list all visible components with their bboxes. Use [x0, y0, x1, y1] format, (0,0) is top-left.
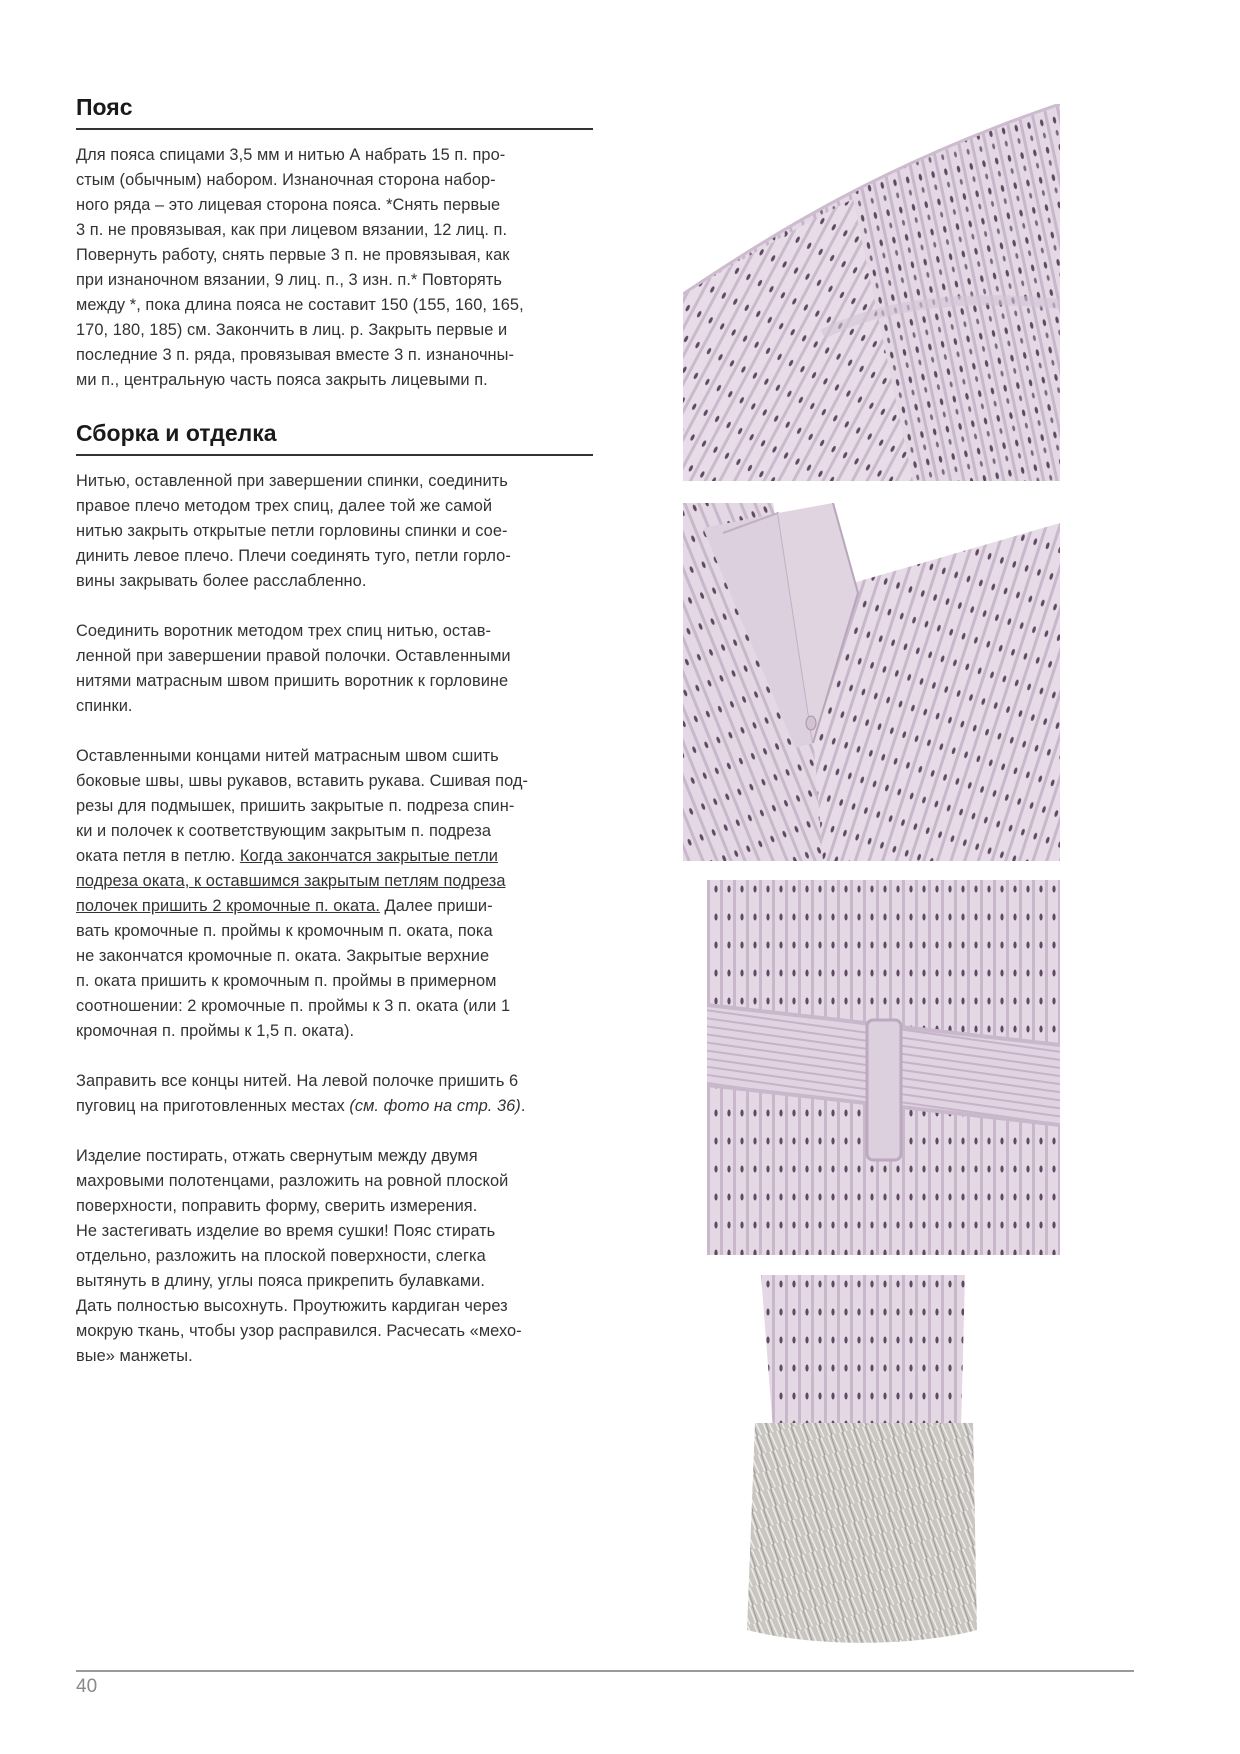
photo-reference: (см. фото на стр. 36)	[349, 1097, 521, 1115]
footer-rule	[76, 1670, 1134, 1672]
belt-heading: Пояс	[76, 92, 593, 130]
assembly-collar-paragraph: Соединить воротник методом трех спиц нитью, остав- ленной при завершении правой полочки. Оставленными нитями матрасным швом пришить воротник к горловине спинки.	[76, 622, 511, 715]
assembly-finishing-paragraph: Изделие постирать, отжать свернутым между двумя махровыми полотенцами, разложить на ровной плоской поверхности, поправить форму, сверить измерения. Не застегивать изделие во время сушки! Пояс стирать отдельно, разложить на плоской поверхности, слегка вытянуть в длину, углы пояса прикрепить булавками. Дать полностью высохнуть. Проутюжить кардиган через мокрую ткань, чтобы узор расправился. Расчесать «мехо- вые» манжеты.	[76, 1147, 522, 1365]
shoulder-raglan-photo	[683, 104, 1060, 481]
buttons-text: Заправить все концы нитей. На левой полочке пришить 6 пуговиц на приготовленных местах	[76, 1072, 519, 1115]
text-column	[76, 92, 593, 1369]
cuff-photo-svg	[733, 1275, 980, 1647]
belt-photo-svg	[707, 880, 1060, 1255]
shoulder-photo-svg	[683, 104, 1060, 481]
seams-text-end: Далее приши- вать кромочные п. проймы к кромочным п. оката, пока не закончатся кромочные п. оката. Закрытые верхние п. оката пришить к кромочным п. проймы в примерном соотношении: 2 кромочные п. проймы к 3 п. оката (или 1 кромочная п. проймы к 1,5 п. оката).	[76, 897, 511, 1040]
fur-cuff-photo	[733, 1275, 980, 1647]
belt-instructions: Для пояса спицами 3,5 мм и нитью А набрать 15 п. про- стым (обычным) набором. Изнаночная сторона набор- ного ряда – это лицевая сторона пояса. *Снять первые 3 п. не провязывая, как при лицевом вязании, 12 лиц. п. Повернуть работу, снять первые 3 п. не провязывая, как при изнаночном вязании, 9 лиц. п., 3 изн. п.* Повторять между *, пока длина пояса не составит 150 (155, 160, 165, 170, 180, 185) см. Закончить в лиц. р. Закрыть первые и последние 3 п. ряда, провязывая вместе 3 п. изнаночны- ми п., центральную часть пояса закрыть лицевыми п.	[76, 146, 524, 389]
seams-text-start: Оставленными концами нитей матрасным швом сшить боковые швы, швы рукавов, вставить рукава. Сшивая под- резы для подмышек, пришить закрытые п. подреза спин- ки и полочек к соответствующим закрытым п. подреза оката петля в петлю.	[76, 747, 529, 865]
page-number: 40	[76, 1676, 98, 1697]
assembly-buttons-paragraph	[76, 1069, 593, 1119]
belt-loop-photo	[707, 880, 1060, 1255]
assembly-seams-paragraph	[76, 744, 593, 1044]
seams-underlined-note: Когда закончатся закрытые петли подреза оката, к оставшимся закрытым петлям подреза полочек пришить 2 кромочные п. оката.	[76, 847, 506, 915]
neckline-photo-svg	[683, 503, 1060, 861]
buttons-text-end: .	[520, 1097, 526, 1115]
neckline-collar-photo	[683, 503, 1060, 861]
assembly-heading: Сборка и отделка	[76, 418, 593, 456]
assembly-shoulders-paragraph: Нитью, оставленной при завершении спинки, соединить правое плечо методом трех спиц, далее той же самой нитью закрыть открытые петли горловины спинки и сое- динить левое плечо. Плечи соединять туго, петли горло- вины закрывать более расслабленно.	[76, 472, 511, 590]
